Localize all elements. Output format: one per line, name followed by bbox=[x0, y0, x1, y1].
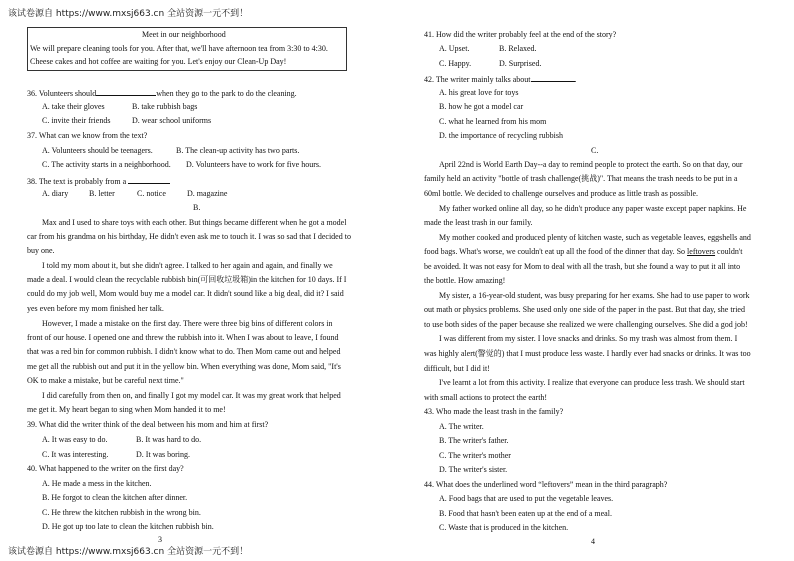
section-heading-b: B. bbox=[193, 203, 201, 212]
passage-line: made the least trash in our family. bbox=[424, 218, 533, 227]
passage-line: to use both sides of the paper because she realized we were challenging ourselves. She did a god job! bbox=[424, 320, 748, 329]
question-39: 39. What did the writer think of the deal between his mom and him at first? bbox=[27, 420, 269, 429]
notice-box bbox=[27, 27, 347, 71]
answer-blank bbox=[96, 87, 156, 96]
passage-line: was highly alert(警觉的) that I must produce less waste. I hardly ever had snacks or drinks. It was too bbox=[424, 349, 751, 358]
option-b: B. letter bbox=[89, 189, 115, 198]
option-d: D. It was boring. bbox=[136, 450, 190, 459]
answer-blank bbox=[128, 175, 170, 184]
option-b: B. take rubbish bags bbox=[132, 102, 198, 111]
passage-line: I did carefully from then on, and finally I got my model car. It was my great work that helped bbox=[42, 391, 341, 400]
question-38 bbox=[27, 175, 170, 187]
option-b: B. Food that hasn't been eaten up at the end of a meal. bbox=[439, 509, 612, 518]
option-c: C. Happy. bbox=[439, 59, 472, 68]
passage-line: 60ml bottle. We decided to challenge ourselves and produce as little trash as possible. bbox=[424, 189, 699, 198]
question-stem: 42. The writer mainly talks about bbox=[424, 75, 531, 84]
option-b: B. how he got a model car bbox=[439, 102, 524, 111]
option-c: C. The writer's mother bbox=[439, 451, 511, 460]
option-a: A. Volunteers should be teenagers. bbox=[42, 146, 153, 155]
question-43: 43. Who made the least trash in the family? bbox=[424, 407, 564, 416]
question-40: 40. What happened to the writer on the first day? bbox=[27, 464, 184, 473]
passage-line: be avoided. It was not easy for Mom to deal with all the trash, but she found a way to put it all into bbox=[424, 262, 741, 271]
answer-blank bbox=[531, 73, 575, 82]
passage-line: My father worked online all day, so he didn't produce any paper waste except paper napkins. He bbox=[439, 204, 747, 213]
passage-line: OK to make a mistake, but be careful next time." bbox=[27, 376, 184, 385]
option-a: A. He made a mess in the kitchen. bbox=[42, 479, 152, 488]
page-number: 4 bbox=[591, 537, 595, 546]
passage-line: food bags. What's worse, we couldn't eat up all the food of the dinner that day. So leftovers couldn't bbox=[424, 247, 743, 256]
option-a: A. diary bbox=[42, 189, 69, 198]
option-b: B. He forgot to clean the kitchen after dinner. bbox=[42, 493, 188, 502]
question-41: 41. How did the writer probably feel at the end of the story? bbox=[424, 30, 617, 39]
passage-line: that was a red bin for common rubbish. I didn't know what to do. Then Mom came out and helped bbox=[27, 347, 341, 356]
passage-line: me get all the rubbish out and put it in the yellow bin. When everything was done, Mom said, "It's bbox=[27, 362, 341, 371]
option-c: C. Waste that is produced in the kitchen. bbox=[439, 523, 569, 532]
passage-line: April 22nd is World Earth Day--a day to remind people to protect the earth. So on that day, our bbox=[439, 160, 743, 169]
option-d: D. wear school uniforms bbox=[132, 116, 212, 125]
passage-line: I've learnt a lot from this activity. I realize that everyone can produce less trash. We should start bbox=[439, 378, 745, 387]
option-a: A. Upset. bbox=[439, 44, 470, 53]
option-a: A. take their gloves bbox=[42, 102, 105, 111]
notice-line: We will prepare cleaning tools for you. After that, we'll have afternoon tea from 3:30 to 4:30. bbox=[30, 44, 328, 53]
option-a: A. It was easy to do. bbox=[42, 435, 108, 444]
notice-title: Meet in our neighborhood bbox=[142, 30, 226, 39]
option-d: D. The writer's sister. bbox=[439, 465, 508, 474]
passage-line: me get it. My heart began to sing when Mom handed it to me! bbox=[27, 405, 226, 414]
question-44: 44. What does the underlined word “leftovers” mean in the third paragraph? bbox=[424, 480, 668, 489]
passage-line: I told my mom about it, but she didn't agree. I talked to her again and again, and finally we bbox=[42, 261, 333, 270]
passage-line: could do my job well, Mom would buy me a model car. It didn't sound like a big deal, did it? I said bbox=[27, 289, 344, 298]
option-d: D. Volunteers have to work for five hours. bbox=[186, 160, 322, 169]
passage-line: the bottle. How amazing! bbox=[424, 276, 506, 285]
underlined-word: leftovers bbox=[687, 247, 716, 256]
passage-line: My mother cooked and produced plenty of kitchen waste, such as vegetable leaves, eggshells and bbox=[439, 233, 751, 242]
option-c: C. invite their friends bbox=[42, 116, 111, 125]
option-a: A. his great love for toys bbox=[439, 88, 519, 97]
question-37: 37. What can we know from the text? bbox=[27, 131, 148, 140]
option-a: A. The writer. bbox=[439, 422, 484, 431]
passage-line: made a deal. I would clean the recyclable rubbish bin(可回收垃圾箱)in the kitchen for 10 days. If I bbox=[27, 275, 347, 284]
question-stem: when they go to the park to do the cleaning. bbox=[156, 89, 297, 98]
passage-line: car from his grandma on his birthday, He didn't even ask me to touch it. I was so sad that I decided to bbox=[27, 232, 351, 241]
question-stem: 38. The text is probably from a bbox=[27, 177, 127, 186]
passage-line: difficult, but I did it! bbox=[424, 364, 490, 373]
option-d: D. magazine bbox=[187, 189, 228, 198]
option-b: B. The writer's father. bbox=[439, 436, 509, 445]
question-stem: 36. Volunteers should bbox=[27, 89, 97, 98]
option-c: C. The activity starts in a neighborhood. bbox=[42, 160, 171, 169]
option-d: D. Surprised. bbox=[499, 59, 542, 68]
question-36 bbox=[27, 87, 297, 99]
passage-line: with small actions to protect the earth! bbox=[424, 393, 548, 402]
source-footer: 该试卷源自 https://www.mxsj663.cn 全站资源一元不到！ bbox=[8, 547, 249, 557]
passage-line: buy one. bbox=[27, 246, 55, 255]
option-b: B. Relaxed. bbox=[499, 44, 537, 53]
option-a: A. Food bags that are used to put the vegetable leaves. bbox=[439, 494, 614, 503]
source-header: 该试卷源自 https://www.mxsj663.cn 全站资源一元不到！ bbox=[8, 9, 249, 19]
option-c: C. He threw the kitchen rubbish in the wrong bin. bbox=[42, 508, 201, 517]
passage-line: Max and I used to share toys with each other. But things became different when he got a model bbox=[42, 218, 347, 227]
option-c: C. what he learned from his mom bbox=[439, 117, 547, 126]
page-number: 3 bbox=[158, 535, 162, 544]
question-42: 42. The writer mainly talks about . bbox=[424, 75, 577, 84]
passage-line: However, I made a mistake on the first day. There were three big bins of different colors in bbox=[42, 319, 333, 328]
option-c: C. It was interesting. bbox=[42, 450, 109, 459]
passage-line: I was different from my sister. I love snacks and drinks. So my trash was almost from them. I bbox=[439, 334, 738, 343]
section-heading-c: C. bbox=[591, 146, 599, 155]
option-c: C. notice bbox=[137, 189, 166, 198]
passage-line: front of our house. I opened one and threw the rubbish into it. When I was about to leave, I found bbox=[27, 333, 339, 342]
option-b: B. The clean-up activity has two parts. bbox=[176, 146, 300, 155]
option-d: D. the importance of recycling rubbish bbox=[439, 131, 563, 140]
option-b: B. It was hard to do. bbox=[136, 435, 202, 444]
notice-line: Cheese cakes and hot coffee are waiting for you. Let's enjoy our Clean-Up Day! bbox=[30, 57, 287, 66]
option-d: D. He got up too late to clean the kitchen rubbish bin. bbox=[42, 522, 214, 531]
passage-line: out math or physics problems. She used only one side of the paper in the past. But that day, she tried bbox=[424, 305, 745, 314]
passage-line: My sister, a 16-year-old student, was busy preparing for her exams. She had to use paper to work bbox=[439, 291, 750, 300]
passage-line: family held an activity "bottle of trash challenge(挑战)". That means the trash needs to be put in a bbox=[424, 174, 738, 183]
passage-line: yes even before my mom finished her talk. bbox=[27, 304, 164, 313]
